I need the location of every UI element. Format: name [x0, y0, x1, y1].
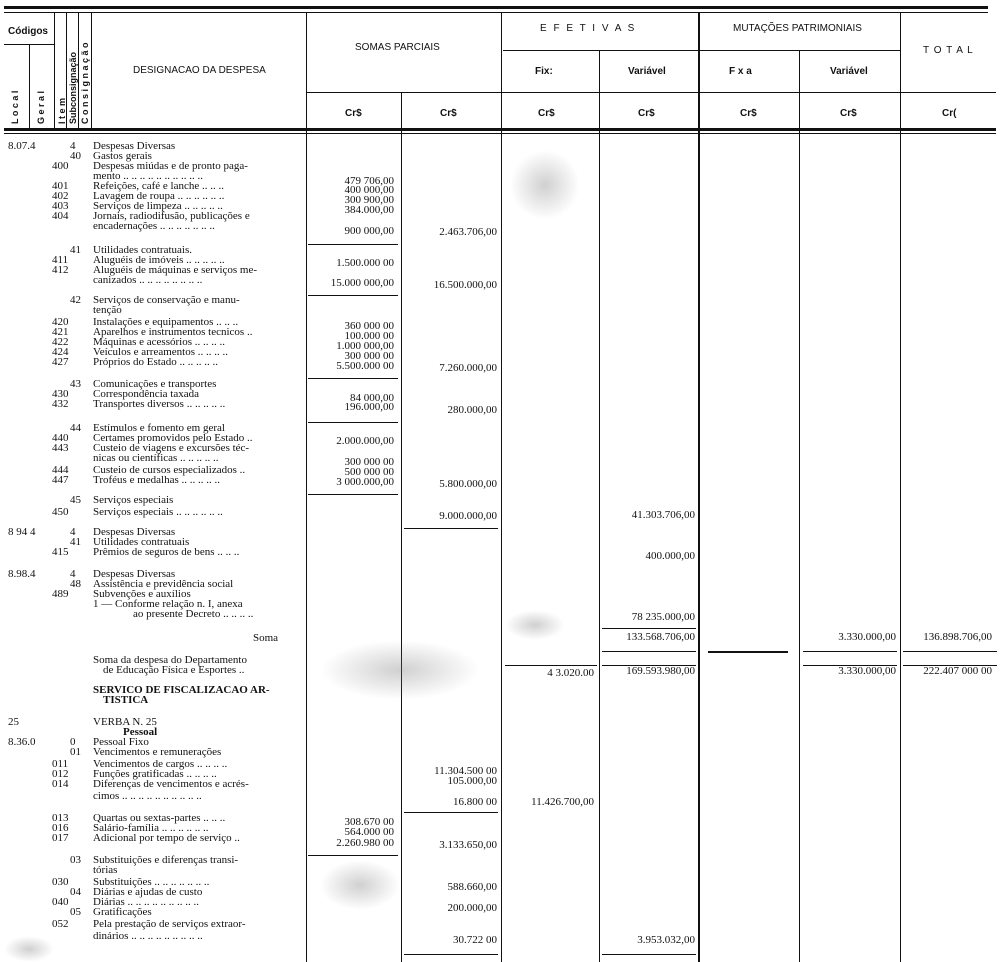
amount-s1: 500 000 00	[344, 466, 394, 478]
subconsignacao-code: 05	[70, 906, 81, 918]
subtotal-rule	[602, 665, 696, 666]
amount-tot: 136.898.706,00	[923, 631, 992, 643]
expense-description: Refeições, café e lanche .. .. ..	[93, 181, 225, 192]
subtotal-rule	[903, 651, 997, 652]
expense-description: encadernações .. .. .. .. .. .. ..	[93, 221, 215, 232]
amount-s2: 2.463.706,00	[439, 226, 497, 238]
expense-description: cimos .. .. .. .. .. .. .. .. .. ..	[93, 791, 202, 802]
item-code: 013	[52, 812, 69, 824]
amount-s1: 15.000 000,00	[330, 277, 394, 289]
expense-description: Jornais, radiodifusão, publicações e	[93, 211, 250, 222]
item-code: 440	[52, 432, 69, 444]
subconsignacao-code: 42	[70, 294, 81, 306]
col-v-total-left	[900, 12, 901, 962]
subtotal-rule	[505, 665, 597, 666]
amount-s1: 400 000,00	[344, 184, 394, 196]
amount-s2: 200.000,00	[447, 902, 497, 914]
subtotal-rule	[903, 665, 997, 666]
amount-s1: 900 000,00	[344, 225, 394, 237]
expense-description: Comunicações e transportes	[93, 379, 217, 390]
subconsignacao-code: 4	[70, 140, 76, 152]
subtotal-rule	[602, 628, 696, 629]
expense-description: Diárias e ajudas de custo	[93, 887, 203, 898]
col-v-mutacoes-mid	[799, 50, 800, 962]
expense-description: Próprios do Estado .. .. .. .. ..	[93, 357, 218, 368]
item-code: 040	[52, 896, 69, 908]
crs-ev: Cr$	[638, 108, 655, 119]
expense-description: Despesas Diversas	[93, 527, 176, 538]
item-code: 421	[52, 326, 69, 338]
mut-fixa-header: F x a	[729, 66, 752, 77]
item-code: 402	[52, 190, 69, 202]
somas-parciais-header: SOMAS PARCIAIS	[355, 42, 440, 53]
expense-description: Lavagem de roupa .. .. .. .. .. ..	[93, 191, 225, 202]
crs-s2: Cr$	[440, 108, 457, 119]
expense-description: Funções gratificadas .. .. .. ..	[93, 769, 217, 780]
expense-description: Assistência e previdência social	[93, 579, 234, 590]
expense-description: Adicional por tempo de serviço ..	[93, 833, 240, 844]
col-v-somas-mid	[401, 92, 402, 962]
amount-s1: 5.500.000 00	[336, 360, 394, 372]
subconsignacao-code: 48	[70, 578, 81, 590]
header-bottom-rule-inner	[4, 133, 996, 134]
item-code: 415	[52, 546, 69, 558]
subtotal-rule	[308, 855, 398, 856]
expense-description: Troféus e medalhas .. .. .. .. ..	[93, 475, 220, 486]
subconsignacao-code: 40	[70, 150, 81, 162]
amount-s1: 100.000 00	[344, 330, 394, 342]
item-code: 017	[52, 832, 69, 844]
amount-s2: 11.304.500 00	[434, 765, 497, 777]
expense-description: Transportes diversos .. .. .. .. ..	[93, 399, 226, 410]
local-code: 8.36.0	[8, 736, 36, 748]
expense-description: Vencimentos de cargos .. .. .. ..	[93, 759, 228, 770]
amount-mv: 3.330.000,00	[838, 631, 896, 643]
subtotal-rule	[404, 954, 498, 955]
mut-variavel-header: Variável	[830, 66, 868, 77]
subconsignacao-code: 4	[70, 568, 76, 580]
ef-variavel-header: Variável	[628, 66, 666, 77]
top-rule-inner	[4, 12, 988, 13]
item-code: 403	[52, 200, 69, 212]
efetivas-rule	[503, 50, 698, 51]
expense-description: tenção	[93, 305, 122, 316]
amount-s1: 300 000 00	[344, 456, 394, 468]
item-code: 447	[52, 474, 69, 486]
expense-description: Estímulos e fomento em geral	[93, 423, 225, 434]
amount-ev: 400.000,00	[645, 550, 695, 562]
scan-smudge	[320, 860, 400, 910]
expense-description: Substituições e diferenças transi-	[93, 855, 239, 866]
amount-s1: 479 706,00	[344, 175, 394, 187]
hdr-v-geral	[54, 12, 55, 128]
scan-smudge	[4, 936, 54, 962]
crs-tot: Cr(	[942, 108, 957, 119]
expense-description: Vencimentos e remunerações	[93, 747, 222, 758]
local-code: 8 94 4	[8, 526, 36, 538]
expense-description: Quartas ou sextas-partes .. .. ..	[93, 813, 226, 824]
item-code: 400	[52, 160, 69, 172]
expense-description: Diferenças de vencimentos e acrés-	[93, 779, 249, 790]
expense-description: dinários .. .. .. .. .. .. .. .. ..	[93, 931, 203, 942]
amount-s1: 1.000 000,00	[336, 340, 394, 352]
expense-description: Salário-família .. .. .. .. .. ..	[93, 823, 209, 834]
top-rule	[4, 6, 988, 9]
subtotal-rule	[308, 295, 398, 296]
expense-description: Máquinas e acessórios .. .. .. ..	[93, 337, 225, 348]
item-code: 450	[52, 506, 69, 518]
item-code: 401	[52, 180, 69, 192]
crs-ef: Cr$	[538, 108, 555, 119]
amount-s1: 84 000,00	[350, 392, 394, 404]
expense-description: Instalações e equipamentos .. .. ..	[93, 317, 239, 328]
subconsignacao-code: 03	[70, 854, 81, 866]
efetivas-header: E F E T I V A S	[540, 23, 637, 34]
item-code: 430	[52, 388, 69, 400]
expense-description: tórias	[93, 865, 118, 876]
ef-fixa-header: Fix:	[535, 66, 553, 77]
col-v-efetivas-left	[501, 12, 502, 962]
amount-mv: 3.330.000,00	[838, 665, 896, 677]
amount-s2: 16.800 00	[453, 796, 497, 808]
amount-s1: 360 000 00	[344, 320, 394, 332]
local-code: 8.07.4	[8, 140, 36, 152]
amount-s1: 2.260.980 00	[336, 837, 394, 849]
expense-description: Utilidades contratuais.	[93, 245, 192, 256]
subconsignacao-code: 04	[70, 886, 81, 898]
expense-description: Veículos e arreamentos .. .. .. ..	[93, 347, 229, 358]
item-code: 012	[52, 768, 69, 780]
subconsignacao-label: Subconsignação	[68, 51, 78, 124]
amount-s2: 3.133.650,00	[439, 839, 497, 851]
hdr-v-sub	[78, 12, 79, 128]
amount-ev: 41.303.706,00	[631, 509, 695, 521]
crs-mv: Cr$	[840, 108, 857, 119]
hdr-v-cons	[91, 12, 92, 128]
expense-description: Custeio de cursos especializados ..	[93, 465, 246, 476]
codigos-label: Códigos	[8, 26, 48, 37]
item-code: 443	[52, 442, 69, 454]
expense-description: SERVICO DE FISCALIZACAO AR-	[93, 685, 270, 696]
amount-ev: 133.568.706,00	[626, 631, 695, 643]
expense-description: Gratificações	[93, 907, 152, 918]
subtotal-rule	[803, 651, 897, 652]
subtotal-rule	[308, 422, 398, 423]
amount-s2: 588.660,00	[447, 881, 497, 893]
total-header: T O T A L	[923, 45, 974, 56]
subconsignacao-code: 01	[70, 746, 81, 758]
item-code: 404	[52, 210, 69, 222]
amount-s1: 384.000,00	[344, 204, 394, 216]
expense-description: Diárias .. .. .. .. .. .. .. .. ..	[93, 897, 200, 908]
expense-description: Despesas Diversas	[93, 141, 176, 152]
expense-description: Serviços especiais	[93, 495, 174, 506]
expense-description: canizados .. .. .. .. .. .. .. ..	[93, 275, 203, 286]
subtotal-rule	[404, 528, 498, 529]
amount-ef: 11.426.700,00	[531, 796, 594, 808]
amount-ev: 169.593.980,00	[626, 665, 695, 677]
expense-description: Soma da despesa do Departamento	[93, 655, 247, 666]
item-code: 411	[52, 254, 69, 266]
subconsignacao-code: 41	[70, 536, 81, 548]
expense-description: Custeio de viagens e excursões téc-	[93, 443, 250, 454]
amount-s2: 105.000,00	[447, 775, 497, 787]
header-bottom-rule	[4, 128, 996, 131]
subconsignacao-code: 44	[70, 422, 81, 434]
amount-s1: 196.000,00	[344, 401, 394, 413]
subconsignacao-code: 4	[70, 526, 76, 538]
expense-description: VERBA N. 25	[93, 717, 157, 728]
expense-description: TISTICA	[103, 695, 149, 706]
mutacoes-rule	[700, 50, 900, 51]
expense-description: Despesas Diversas	[93, 569, 176, 580]
amount-s1: 2.000.000,00	[336, 435, 394, 447]
subconsignacao-code: 45	[70, 494, 81, 506]
amount-ev: 78 235.000,00	[631, 611, 695, 623]
amount-s2: 30.722 00	[453, 934, 497, 946]
expense-description: Aluguéis de máquinas e serviços me-	[93, 265, 258, 276]
item-code: 422	[52, 336, 69, 348]
expense-description: nicas ou científicas .. .. .. .. ..	[93, 453, 219, 464]
col-v-efetivas-mid	[599, 50, 600, 962]
subtotal-rule	[602, 651, 696, 652]
subconsignacao-code: 43	[70, 378, 81, 390]
expense-description: Certames promovidos pelo Estado ..	[93, 433, 253, 444]
expense-description: Serviços de conservação e manu-	[93, 295, 240, 306]
item-code: 444	[52, 464, 69, 476]
expense-description: Prêmios de seguros de bens .. .. ..	[93, 547, 240, 558]
expense-description: Pessoal	[123, 727, 158, 738]
expense-description: de Educação Física e Esportes ..	[103, 665, 245, 676]
expense-description: mento .. .. .. .. .. .. .. .. .. ..	[93, 171, 203, 182]
amount-ef: 4 3.020.00	[547, 667, 594, 679]
scan-smudge	[505, 610, 565, 640]
expense-description: Aparelhos e instrumentos tecnicos ..	[93, 327, 253, 338]
expense-description: Soma	[253, 633, 279, 644]
expense-description: Aluguéis de imóveis .. .. .. .. ..	[93, 255, 225, 266]
amount-s2: 16.500.000,00	[433, 279, 497, 291]
amount-s1: 564.000 00	[344, 826, 394, 838]
subconsignacao-code: 0	[70, 736, 76, 748]
mutacoes-bar	[708, 651, 788, 653]
crs-s1: Cr$	[345, 108, 362, 119]
amount-s2: 5.800.000,00	[439, 478, 497, 490]
amount-s1: 1.500.000 00	[336, 257, 394, 269]
item-label: I t e m	[57, 97, 67, 124]
expense-description: Serviços de limpeza .. .. .. .. ..	[93, 201, 223, 212]
item-code: 016	[52, 822, 69, 834]
item-code: 424	[52, 346, 69, 358]
item-code: 052	[52, 918, 69, 930]
expense-description: Pela prestação de serviços extraor-	[93, 919, 246, 930]
scan-smudge	[510, 150, 580, 220]
amount-s1: 3 000.000,00	[336, 476, 394, 488]
expense-description: Utilidades contratuais	[93, 537, 190, 548]
subtotal-rule	[308, 494, 398, 495]
scan-smudge	[320, 640, 480, 700]
amount-s2: 7.260.000,00	[439, 362, 497, 374]
subtotal-rule	[308, 244, 398, 245]
item-code: 420	[52, 316, 69, 328]
local-code: 8.98.4	[8, 568, 36, 580]
geral-label: G e r a l	[36, 90, 46, 124]
designacao-header: DESIGNACAO DA DESPESA	[133, 65, 266, 76]
amount-s1: 300 900,00	[344, 194, 394, 206]
amount-s1: 308.670 00	[344, 816, 394, 828]
amount-tot: 222.407 000 00	[923, 665, 992, 677]
mutacoes-header: MUTAÇÕES PATRIMONIAIS	[733, 23, 862, 34]
hdr-v-local	[29, 44, 30, 128]
expense-description: ao presente Decreto .. .. .. ..	[133, 609, 254, 620]
item-code: 432	[52, 398, 69, 410]
consignacao-label: C o n s i g n a ç ã o	[80, 42, 90, 124]
item-code: 489	[52, 588, 69, 600]
expense-description: Substituições .. .. .. .. .. .. ..	[93, 877, 210, 888]
local-code: 25	[8, 716, 19, 728]
subtotal-rule	[308, 378, 398, 379]
item-code: 014	[52, 778, 69, 790]
amount-s2: 9.000.000,00	[439, 510, 497, 522]
amount-s1: 300 000 00	[344, 350, 394, 362]
crs-mf: Cr$	[740, 108, 757, 119]
expense-description: Despesas miúdas e de pronto paga-	[93, 161, 248, 172]
subtotal-rule	[602, 954, 696, 955]
expense-description: Serviços especiais .. .. .. .. .. ..	[93, 507, 223, 518]
subtotal-rule	[404, 812, 498, 813]
amount-s2: 280.000,00	[447, 404, 497, 416]
subtotal-rule	[803, 665, 897, 666]
item-code: 011	[52, 758, 69, 770]
item-code: 427	[52, 356, 69, 368]
crs-rule	[306, 92, 996, 93]
item-code: 412	[52, 264, 69, 276]
expense-description: Correspondência taxada	[93, 389, 199, 400]
expense-description: 1 — Conforme relação n. I, anexa	[93, 599, 243, 610]
local-label: L o c a l	[10, 90, 20, 124]
col-v-mutacoes-left	[698, 12, 700, 962]
amount-ev: 3.953.032,00	[637, 934, 695, 946]
expense-description: Subvenções e auxílios	[93, 589, 191, 600]
item-code: 030	[52, 876, 69, 888]
subconsignacao-code: 41	[70, 244, 81, 256]
expense-description: Pessoal Fixo	[93, 737, 149, 748]
expense-description: Gastos gerais	[93, 151, 152, 162]
